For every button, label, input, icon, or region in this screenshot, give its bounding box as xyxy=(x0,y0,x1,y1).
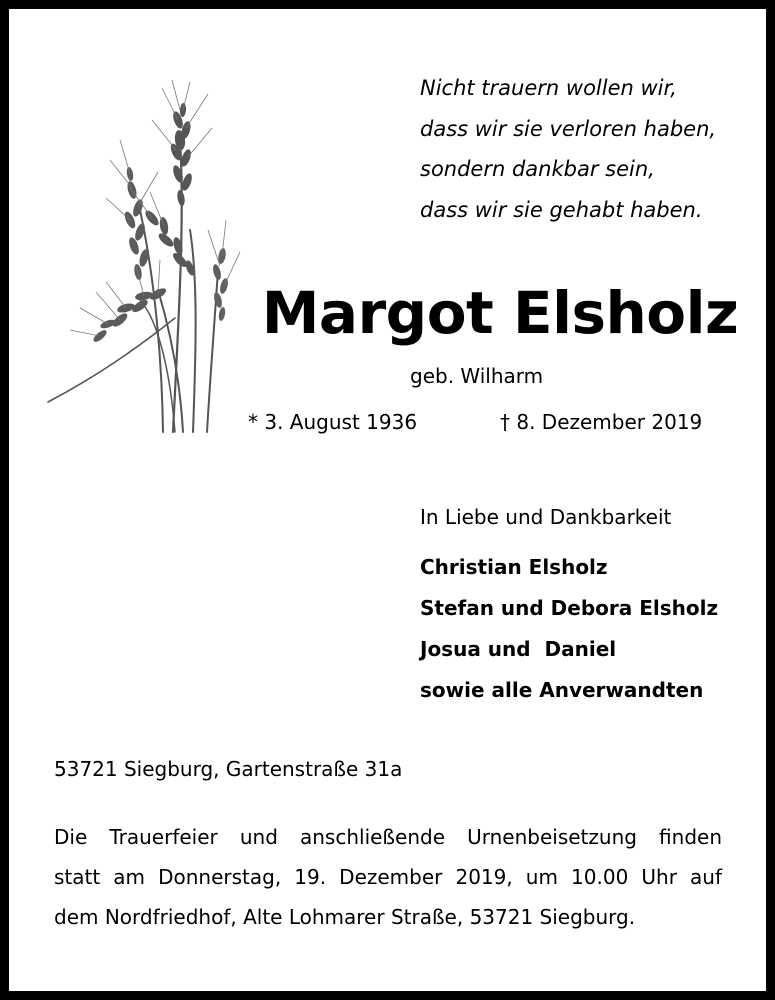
notice-line: statt am Donnerstag, 19. Dezember 2019, um 10.00 Uhr auf xyxy=(54,865,722,889)
poem-line: dass wir sie gehabt haben. xyxy=(420,197,703,222)
poem-line: sondern dankbar sein, xyxy=(420,157,655,181)
poem-line: dass wir sie verloren haben, xyxy=(420,116,717,141)
family-member: Josua und Daniel xyxy=(420,637,617,661)
death-date: † 8. Dezember 2019 xyxy=(500,410,703,434)
poem xyxy=(420,68,740,230)
birth-date: * 3. August 1936 xyxy=(248,410,418,434)
wheat-ears-icon xyxy=(40,80,250,440)
family-member: sowie alle Anverwandten xyxy=(420,678,704,702)
notice-line: Die Trauerfeier und anschließende Urnenbeisetzung finden xyxy=(54,825,722,849)
poem-line: Nicht trauern wollen wir, xyxy=(420,76,677,100)
family-intro: In Liebe und Dankbarkeit xyxy=(420,505,672,529)
family-member: Stefan und Debora Elsholz xyxy=(420,596,719,620)
family-member: Christian Elsholz xyxy=(420,555,608,579)
notice-line: dem Nordfriedhof, Alte Lohmarer Straße, 53721 Siegburg. xyxy=(54,905,636,929)
family-block xyxy=(420,502,718,711)
deceased-name: Margot Elsholz xyxy=(261,279,739,347)
address: 53721 Siegburg, Gartenstraße 31a xyxy=(54,757,403,781)
maiden-name: geb. Wilharm xyxy=(410,364,544,388)
funeral-notice xyxy=(54,817,722,937)
